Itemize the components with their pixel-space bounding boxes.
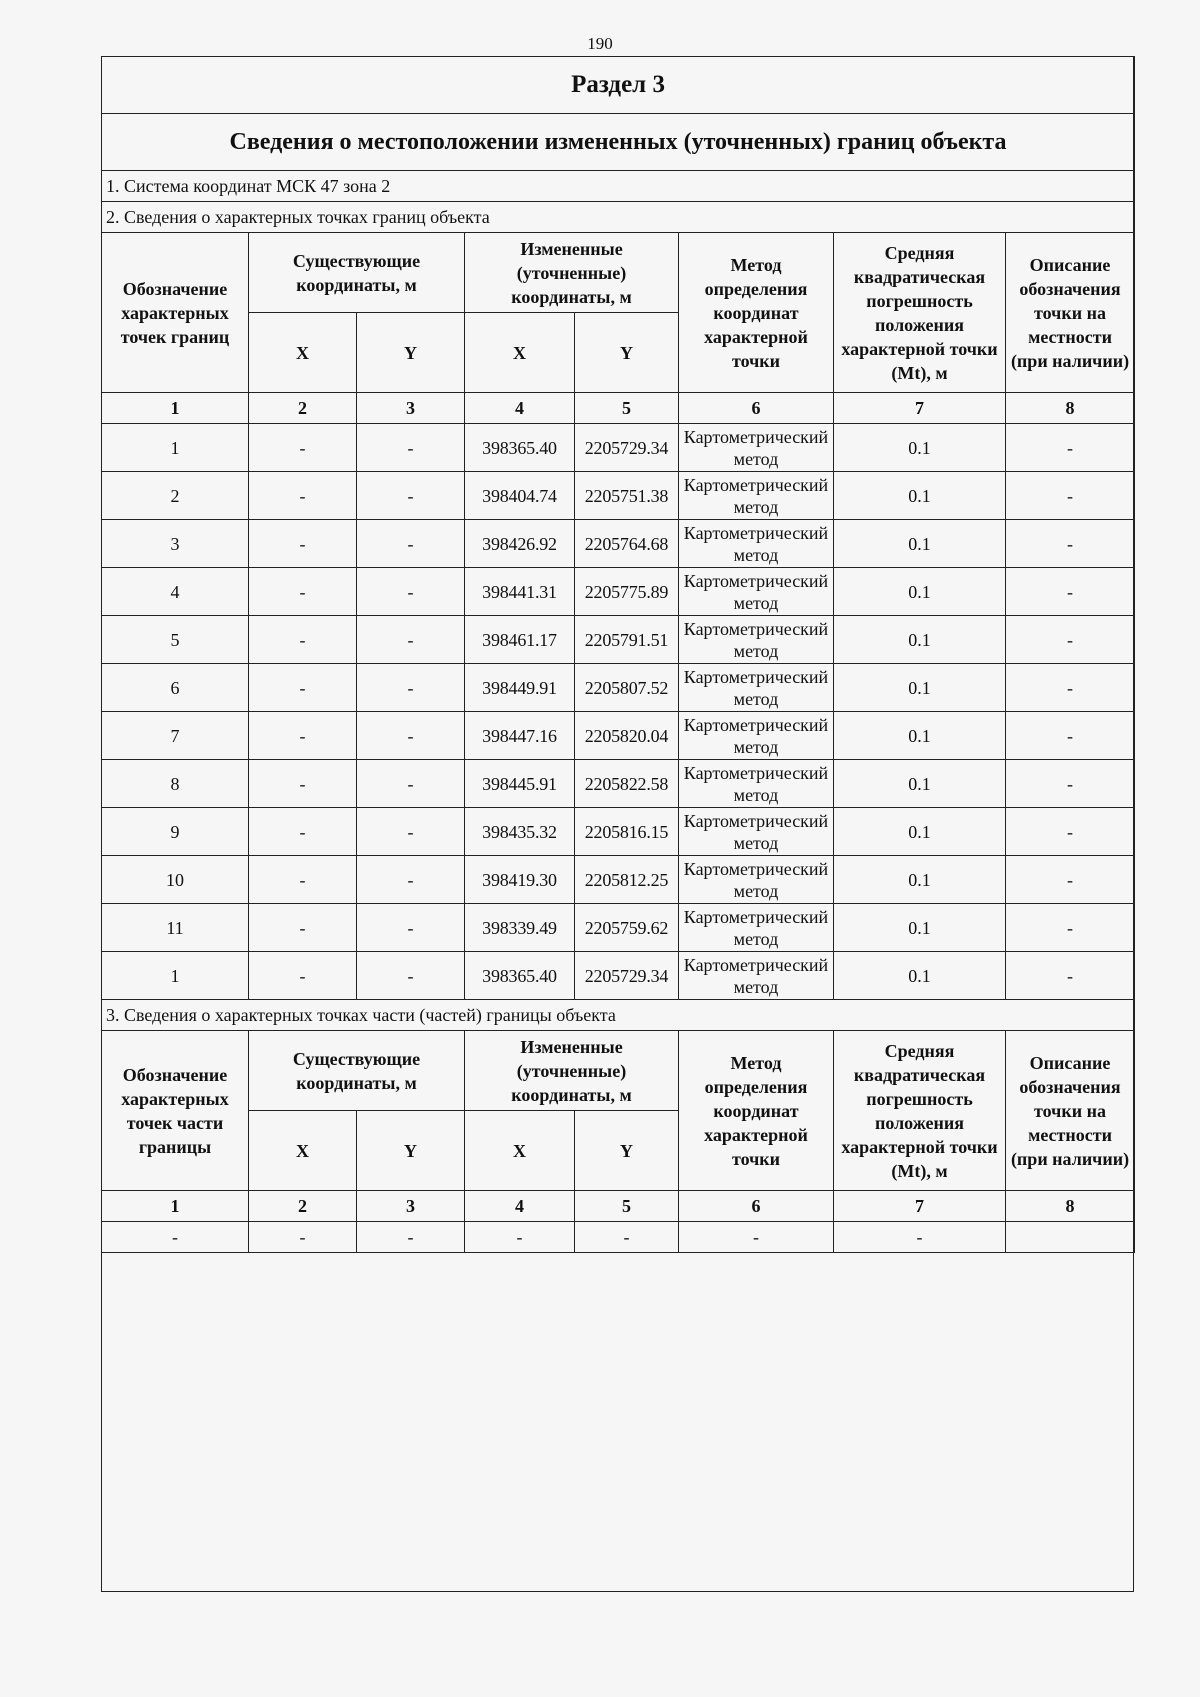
boundary-table (101, 56, 1135, 1253)
cell-description: - (1006, 520, 1135, 568)
cell-existing-x: - (249, 856, 357, 904)
cell-changed-x: 398365.40 (465, 952, 575, 1000)
header-description: Описание обозначения точки на местности (при наличии) (1006, 233, 1135, 393)
part-cell-changed-y: - (575, 1222, 679, 1253)
cell-existing-y: - (357, 760, 465, 808)
coordinate-system: 1. Система координат МСК 47 зона 2 (102, 171, 1135, 202)
cell-mt-error: 0.1 (834, 712, 1006, 760)
cell-existing-y: - (357, 424, 465, 472)
cell-method: Картометрический метод (679, 472, 834, 520)
table-row (102, 472, 1135, 520)
column-number: 7 (834, 393, 1006, 424)
cell-existing-y: - (357, 664, 465, 712)
cell-changed-x: 398461.17 (465, 616, 575, 664)
cell-method: Картометрический метод (679, 616, 834, 664)
table-row (102, 616, 1135, 664)
part-table-row (102, 1222, 1135, 1253)
cell-changed-x: 398339.49 (465, 904, 575, 952)
header-changed-coords: Измененные (уточненные) координаты, м (465, 233, 679, 313)
table-row (102, 856, 1135, 904)
object-title: Сведения о местоположении измененных (уточненных) границ объекта (102, 114, 1135, 171)
header-existing-coords: Существующие координаты, м (249, 1031, 465, 1111)
cell-existing-y: - (357, 568, 465, 616)
cell-changed-y: 2205816.15 (575, 808, 679, 856)
cell-existing-x: - (249, 472, 357, 520)
column-numbers-row (102, 1191, 1135, 1222)
cell-existing-y: - (357, 712, 465, 760)
column-number: 8 (1006, 1191, 1135, 1222)
cell-description: - (1006, 424, 1135, 472)
cell-existing-y: - (357, 520, 465, 568)
part-cell-mt-error: - (834, 1222, 1006, 1253)
cell-point-id: 1 (102, 952, 249, 1000)
cell-existing-y: - (357, 952, 465, 1000)
column-number: 2 (249, 1191, 357, 1222)
cell-changed-y: 2205791.51 (575, 616, 679, 664)
cell-point-id: 1 (102, 424, 249, 472)
cell-mt-error: 0.1 (834, 568, 1006, 616)
cell-method: Картометрический метод (679, 808, 834, 856)
header-changed-x: X (465, 1111, 575, 1191)
part-cell-description (1006, 1222, 1135, 1253)
cell-mt-error: 0.1 (834, 856, 1006, 904)
cell-mt-error: 0.1 (834, 664, 1006, 712)
cell-method: Картометрический метод (679, 520, 834, 568)
table-row (102, 664, 1135, 712)
cell-changed-y: 2205775.89 (575, 568, 679, 616)
cell-method: Картометрический метод (679, 568, 834, 616)
cell-point-id: 7 (102, 712, 249, 760)
cell-changed-y: 2205751.38 (575, 472, 679, 520)
cell-description: - (1006, 568, 1135, 616)
header-existing-y: Y (357, 1111, 465, 1191)
cell-existing-x: - (249, 712, 357, 760)
cell-changed-x: 398445.91 (465, 760, 575, 808)
cell-mt-error: 0.1 (834, 424, 1006, 472)
cell-existing-x: - (249, 568, 357, 616)
cell-changed-x: 398447.16 (465, 712, 575, 760)
header-changed-coords: Измененные (уточненные) координаты, м (465, 1031, 679, 1111)
header-changed-y: Y (575, 1111, 679, 1191)
part-cell-point-id: - (102, 1222, 249, 1253)
cell-mt-error: 0.1 (834, 760, 1006, 808)
header-changed-x: X (465, 313, 575, 393)
cell-existing-x: - (249, 904, 357, 952)
cell-description: - (1006, 712, 1135, 760)
column-number: 3 (357, 393, 465, 424)
part-cell-changed-x: - (465, 1222, 575, 1253)
page-number: 190 (587, 34, 613, 53)
cell-changed-y: 2205764.68 (575, 520, 679, 568)
cell-point-id: 8 (102, 760, 249, 808)
table-row (102, 568, 1135, 616)
cell-existing-x: - (249, 520, 357, 568)
cell-changed-y: 2205820.04 (575, 712, 679, 760)
table-row (102, 712, 1135, 760)
table-row (102, 760, 1135, 808)
cell-existing-y: - (357, 808, 465, 856)
header-points-label: Обозначение характерных точек границ (102, 233, 249, 393)
cell-existing-x: - (249, 424, 357, 472)
cell-existing-y: - (357, 616, 465, 664)
column-number: 1 (102, 393, 249, 424)
cell-description: - (1006, 856, 1135, 904)
part-cell-method: - (679, 1222, 834, 1253)
cell-changed-x: 398441.31 (465, 568, 575, 616)
cell-mt-error: 0.1 (834, 952, 1006, 1000)
cell-method: Картометрический метод (679, 424, 834, 472)
section-title: Раздел 3 (102, 57, 1135, 114)
cell-changed-x: 398419.30 (465, 856, 575, 904)
cell-existing-y: - (357, 472, 465, 520)
table-row (102, 520, 1135, 568)
column-number: 3 (357, 1191, 465, 1222)
cell-point-id: 5 (102, 616, 249, 664)
header-method: Метод определения координат характерной точки (679, 233, 834, 393)
column-number: 7 (834, 1191, 1006, 1222)
cell-existing-x: - (249, 808, 357, 856)
cell-method: Картометрический метод (679, 904, 834, 952)
cell-existing-y: - (357, 904, 465, 952)
cell-changed-y: 2205822.58 (575, 760, 679, 808)
column-number: 4 (465, 393, 575, 424)
cell-mt-error: 0.1 (834, 904, 1006, 952)
cell-existing-x: - (249, 952, 357, 1000)
cell-point-id: 4 (102, 568, 249, 616)
header-part-points-label: Обозначение характерных точек части границы (102, 1031, 249, 1191)
column-number: 4 (465, 1191, 575, 1222)
header-method: Метод определения координат характерной точки (679, 1031, 834, 1191)
cell-point-id: 6 (102, 664, 249, 712)
cell-existing-x: - (249, 760, 357, 808)
column-numbers-row (102, 393, 1135, 424)
cell-mt-error: 0.1 (834, 808, 1006, 856)
cell-existing-x: - (249, 664, 357, 712)
cell-changed-y: 2205729.34 (575, 952, 679, 1000)
cell-mt-error: 0.1 (834, 472, 1006, 520)
cell-description: - (1006, 664, 1135, 712)
column-number: 5 (575, 1191, 679, 1222)
cell-method: Картометрический метод (679, 856, 834, 904)
header-description: Описание обозначения точки на местности (при наличии) (1006, 1031, 1135, 1191)
part-cell-existing-x: - (249, 1222, 357, 1253)
header-existing-y: Y (357, 313, 465, 393)
column-number: 6 (679, 1191, 834, 1222)
table-row (102, 808, 1135, 856)
part3-title: 3. Сведения о характерных точках части (частей) границы объекта (102, 1000, 1135, 1031)
cell-description: - (1006, 472, 1135, 520)
table-row (102, 904, 1135, 952)
cell-description: - (1006, 808, 1135, 856)
cell-changed-x: 398449.91 (465, 664, 575, 712)
cell-mt-error: 0.1 (834, 616, 1006, 664)
cell-point-id: 10 (102, 856, 249, 904)
cell-description: - (1006, 616, 1135, 664)
column-number: 1 (102, 1191, 249, 1222)
cell-existing-x: - (249, 616, 357, 664)
cell-description: - (1006, 760, 1135, 808)
header-changed-y: Y (575, 313, 679, 393)
cell-changed-x: 398426.92 (465, 520, 575, 568)
header-existing-x: X (249, 1111, 357, 1191)
column-number: 8 (1006, 393, 1135, 424)
table-row (102, 424, 1135, 472)
cell-method: Картометрический метод (679, 712, 834, 760)
header-error: Средняя квадратическая погрешность положения характерной точки (Mt), м (834, 233, 1006, 393)
header-existing-x: X (249, 313, 357, 393)
cell-changed-y: 2205807.52 (575, 664, 679, 712)
cell-point-id: 3 (102, 520, 249, 568)
column-number: 6 (679, 393, 834, 424)
cell-existing-y: - (357, 856, 465, 904)
cell-changed-y: 2205759.62 (575, 904, 679, 952)
cell-method: Картометрический метод (679, 760, 834, 808)
cell-changed-x: 398435.32 (465, 808, 575, 856)
cell-point-id: 2 (102, 472, 249, 520)
cell-description: - (1006, 904, 1135, 952)
cell-mt-error: 0.1 (834, 520, 1006, 568)
header-existing-coords: Существующие координаты, м (249, 233, 465, 313)
column-number: 2 (249, 393, 357, 424)
part2-title: 2. Сведения о характерных точках границ объекта (102, 202, 1135, 233)
cell-changed-x: 398404.74 (465, 472, 575, 520)
cell-description: - (1006, 952, 1135, 1000)
cell-changed-y: 2205729.34 (575, 424, 679, 472)
cell-point-id: 11 (102, 904, 249, 952)
cell-method: Картометрический метод (679, 952, 834, 1000)
column-number: 5 (575, 393, 679, 424)
part-cell-existing-y: - (357, 1222, 465, 1253)
cell-point-id: 9 (102, 808, 249, 856)
header-error: Средняя квадратическая погрешность положения характерной точки (Mt), м (834, 1031, 1006, 1191)
cell-method: Картометрический метод (679, 664, 834, 712)
cell-changed-x: 398365.40 (465, 424, 575, 472)
cell-changed-y: 2205812.25 (575, 856, 679, 904)
table-row (102, 952, 1135, 1000)
